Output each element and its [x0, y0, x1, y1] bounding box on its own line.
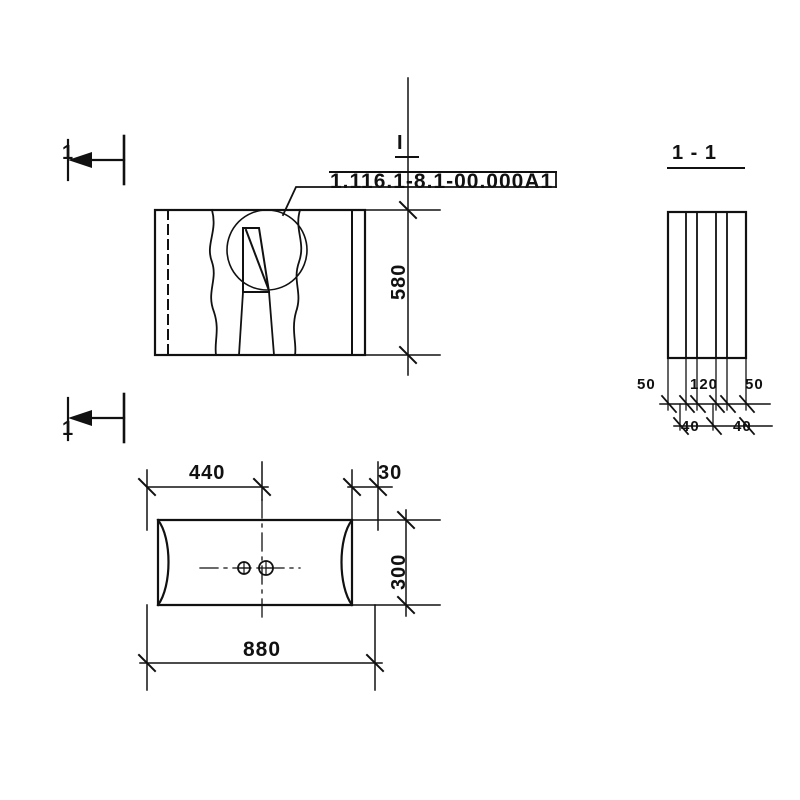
dimension-sec-40-left: 40 — [681, 418, 700, 435]
section-title-1-1: 1 - 1 — [672, 142, 718, 164]
dimension-sec-40-right: 40 — [733, 418, 752, 435]
section-outline — [668, 212, 746, 358]
detail-marker-I: I — [397, 132, 404, 154]
dimension-880: 880 — [243, 638, 282, 661]
dimension-580: 580 — [388, 263, 410, 300]
section-marker-bottom: 1 — [62, 418, 75, 440]
dimension-sec-50-left: 50 — [637, 376, 656, 393]
dimension-30: 30 — [378, 462, 403, 484]
top-view-right-concave — [342, 520, 353, 605]
drawing-title-code: 1.116.1-8.1-00.000А1 — [330, 170, 554, 193]
top-view-outline — [158, 520, 352, 605]
front-view-wavy-left — [210, 210, 217, 355]
top-view-left-concave — [158, 520, 169, 605]
section-marker-top: 1 — [62, 142, 75, 164]
dimension-sec-120: 120 — [690, 376, 719, 393]
dimension-300: 300 — [388, 553, 410, 590]
front-view-notch-skirt-right — [269, 292, 274, 355]
front-view-wavy-right — [294, 210, 301, 355]
dimension-sec-50-right: 50 — [745, 376, 764, 393]
front-view-notch-skirt-left — [239, 292, 243, 355]
dimension-440: 440 — [189, 462, 226, 484]
